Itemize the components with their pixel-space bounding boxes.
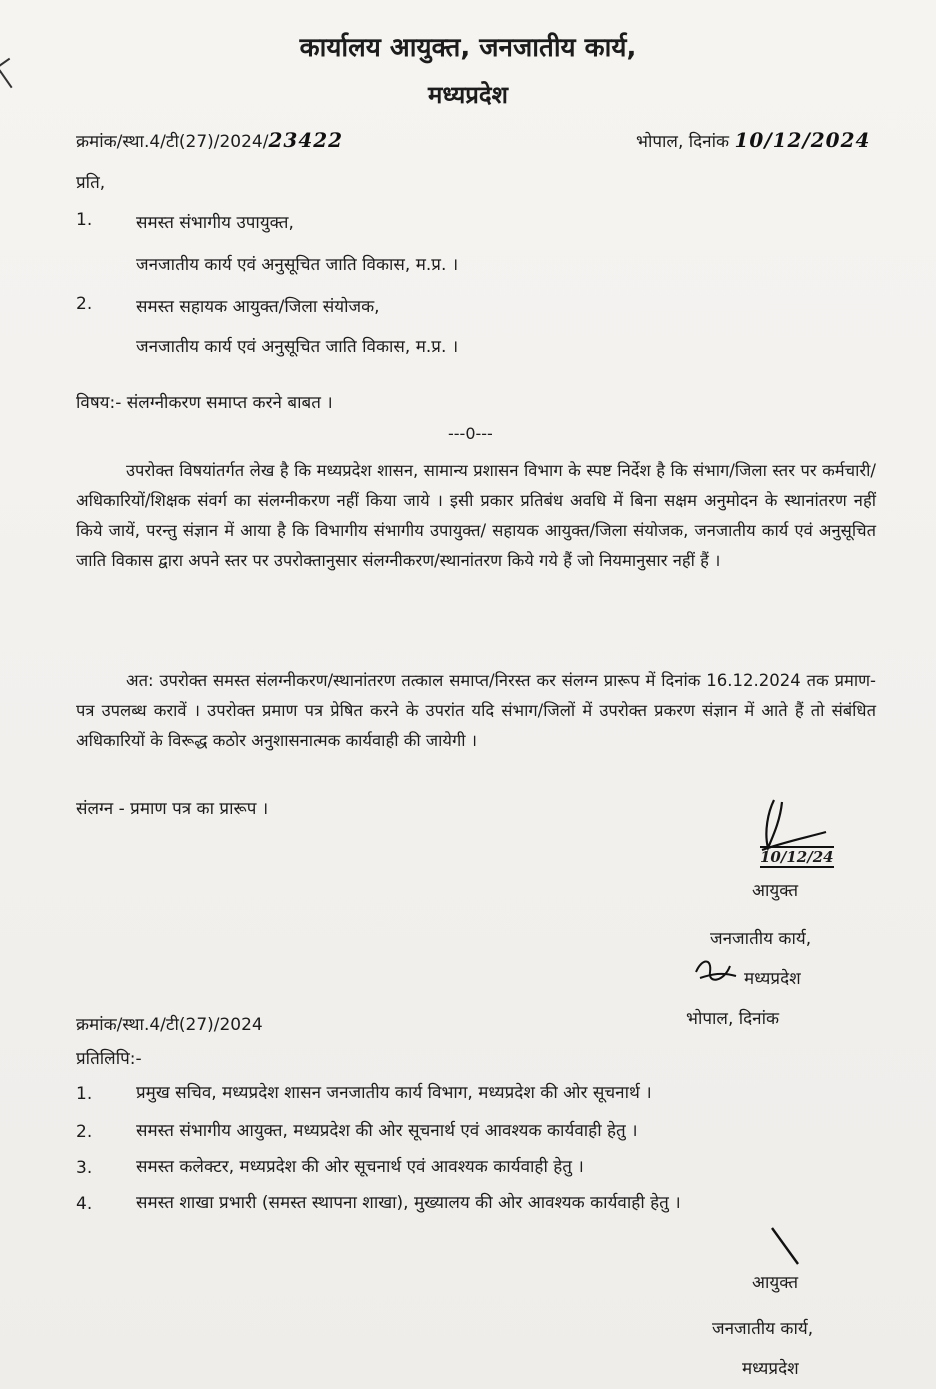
signature1-state: मध्यप्रदेश xyxy=(744,969,801,989)
enclosure-note: संलग्न - प्रमाण पत्र का प्रारूप । xyxy=(76,799,269,819)
signature2-designation: आयुक्त xyxy=(752,1273,799,1293)
body-paragraph-2 xyxy=(76,666,876,756)
to-label: प्रति, xyxy=(76,173,106,193)
copy-item-number: 2. xyxy=(76,1122,93,1142)
body-paragraph-1-text: उपरोक्त विषयांतर्गत लेख है कि मध्यप्रदेश शासन, सामान्य प्रशासन विभाग के स्पष्ट निर्देश है कि संभाग/जिला स्तर पर कर्मचारी/अधिकारियों/शिक्षक संवर्ग का संलग्नीकरण नहीं किया जाये । इसी प्रकार प्रतिबंध अवधि में बिना सक्षम अनुमोदन के स्थानांतरण नहीं किये जायें, परन्तु संज्ञान में आया है कि विभागीय संभागीय उपायुक्त/ सहायक आयुक्त/जिला संयोजक, जनजातीय कार्य एवं अनुसूचित जाति विकास द्वारा अपने स्तर पर उपरोक्तानुसार संलग्नीकरण/स्थानांतरण किये गये हैं जो नियमानुसार नहीं हैं । xyxy=(76,461,876,570)
to-item-line: जनजातीय कार्य एवं अनुसूचित जाति विकास, म.प्र. । xyxy=(136,337,459,357)
initials-scribble xyxy=(690,952,740,988)
place-date-label: भोपाल, दिनांक xyxy=(636,132,730,152)
subject-line: विषय:- संलग्नीकरण समाप्त करने बाबत । xyxy=(76,393,333,413)
body-paragraph-2-text: अत: उपरोक्त समस्त संलग्नीकरण/स्थानांतरण तत्काल समाप्त/निरस्त कर संलग्न प्रारूप में दिनांक 16.12.2024 तक प्रमाण-पत्र उपलब्ध करावें । उपरोक्त प्रमाण पत्र प्रेषित करने के उपरांत यदि संभाग/जिलों में उपरोक्त प्रकरण संज्ञान में आते हैं तो संबंधित अधिकारियों के विरूद्ध कठोर अनुशासनात्मक कार्यवाही की जायेगी । xyxy=(76,671,876,750)
copy-item-text: प्रमुख सचिव, मध्यप्रदेश शासन जनजातीय कार्य विभाग, मध्यप्रदेश की ओर सूचनार्थ । xyxy=(136,1083,652,1103)
signature2-dept: जनजातीय कार्य, xyxy=(712,1319,814,1339)
copy-item-text: समस्त कलेक्टर, मध्यप्रदेश की ओर सूचनार्थ एवं आवश्यक कार्यवाही हेतु । xyxy=(136,1157,584,1177)
reference-number-handwritten: 23422 xyxy=(268,128,344,152)
separator: ---0--- xyxy=(448,424,493,443)
copy-item-number: 1. xyxy=(76,1084,93,1104)
to-item-number: 1. xyxy=(76,210,93,230)
to-item-line: समस्त सहायक आयुक्त/जिला संयोजक, xyxy=(136,297,380,317)
copy-reference-number: क्रमांक/स्था.4/टी(27)/2024 xyxy=(76,1015,263,1035)
signature1-designation: आयुक्त xyxy=(752,881,799,901)
copy-place-date-label: भोपाल, दिनांक xyxy=(686,1009,780,1029)
copy-item-text: समस्त शाखा प्रभारी (समस्त स्थापना शाखा), मुख्यालय की ओर आवश्यक कार्यवाही हेतु । xyxy=(136,1193,681,1213)
office-state: मध्यप्रदेश xyxy=(427,81,509,109)
to-item-number: 2. xyxy=(76,294,93,314)
copy-item-number: 3. xyxy=(76,1158,93,1178)
reference-number xyxy=(76,128,343,152)
copy-item-number: 4. xyxy=(76,1194,93,1214)
signature1-dept: जनजातीय कार्य, xyxy=(710,929,812,949)
copy-label: प्रतिलिपि:- xyxy=(76,1049,142,1069)
office-title: कार्यालय आयुक्त, जनजातीय कार्य, xyxy=(299,33,637,63)
signature2-state: मध्यप्रदेश xyxy=(742,1359,799,1379)
copy-item-text: समस्त संभागीय आयुक्त, मध्यप्रदेश की ओर सूचनार्थ एवं आवश्यक कार्यवाही हेतु । xyxy=(136,1121,638,1141)
reference-number-prefix: क्रमांक/स्था.4/टी(27)/2024/ xyxy=(76,132,269,152)
place-date xyxy=(636,128,870,152)
signature-scribble xyxy=(734,792,830,882)
signature-stroke xyxy=(766,1224,806,1270)
date-handwritten: 10/12/2024 xyxy=(734,128,871,152)
to-item-line: समस्त संभागीय उपायुक्त, xyxy=(136,213,294,233)
to-item-line: जनजातीय कार्य एवं अनुसूचित जाति विकास, म.प्र. । xyxy=(136,255,459,275)
signature-date-handwritten: 10/12/24 xyxy=(760,848,834,866)
body-paragraph-1 xyxy=(76,456,876,576)
